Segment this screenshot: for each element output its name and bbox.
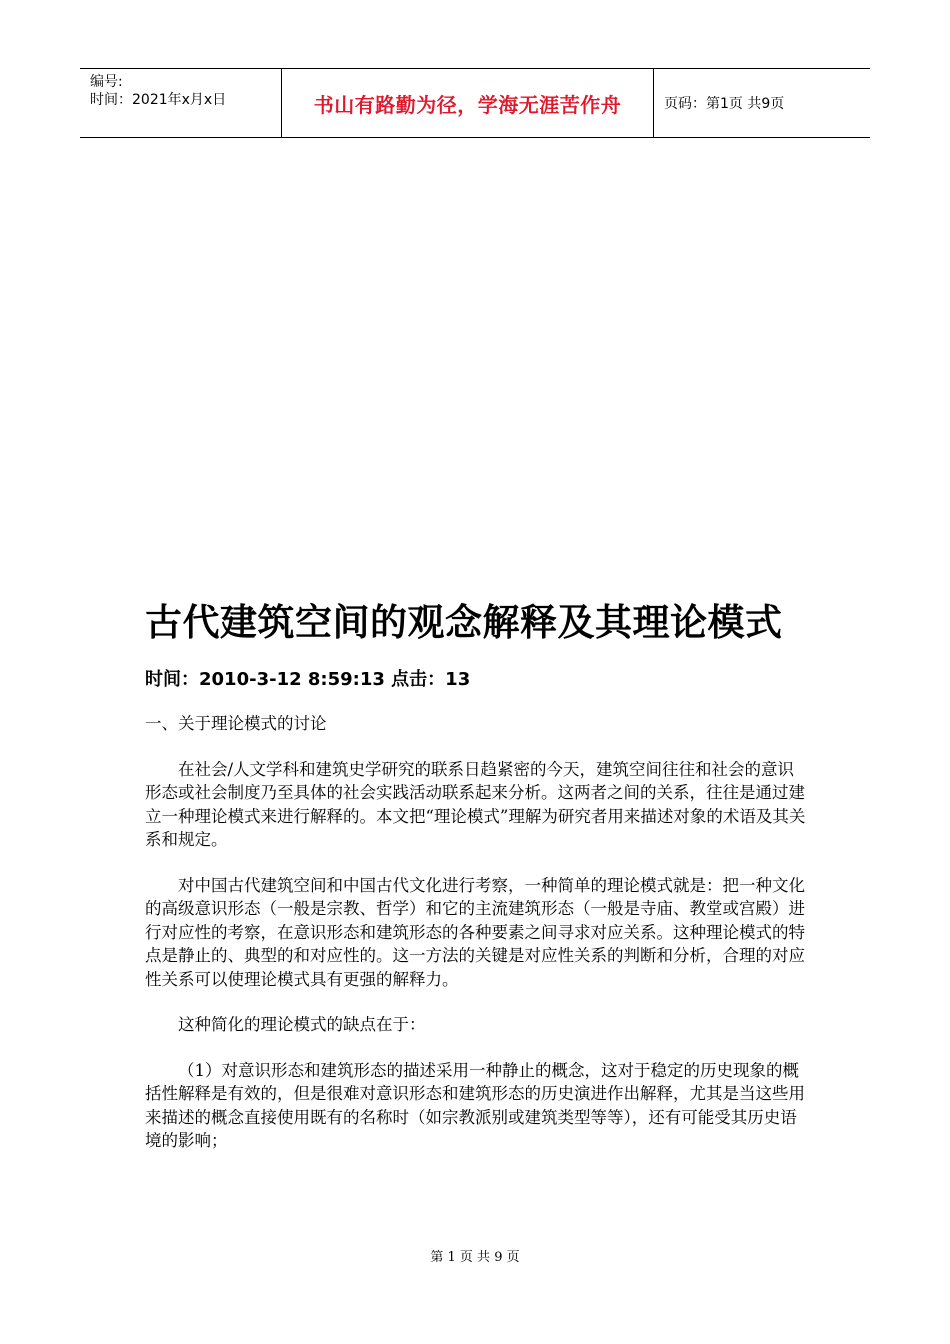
document-meta: 时间：2010-3-12 8:59:13 点击：13 (145, 669, 471, 690)
header-motto: 书山有路勤为径，学海无涯苦作舟 (313, 92, 622, 117)
document-body (145, 712, 809, 1175)
paragraph: 在社会/人文学科和建筑史学研究的联系日趋紧密的今天，建筑空间往往和社会的意识形态或社会制度乃至具体的社会实践活动联系起来分析。这两者之间的关系，往往是通过建立一种理论模式来进行解释的。本文把“理论模式”理解为研究者用来描述对象的术语及其关系和规定。 (145, 759, 806, 849)
header-page-code: 页码：第1页 共9页 (664, 96, 785, 112)
number-label: 编号: (90, 74, 123, 90)
header-table (80, 68, 870, 138)
paragraph: 对中国古代建筑空间和中国古代文化进行考察，一种简单的理论模式就是：把一种文化的高级意识形态（一般是宗教、哲学）和它的主流建筑形态（一般是寺庙、教堂或宫殿）进行对应性的考察，在意识形态和建筑形态的各种要素之间寻求对应关系。这种理论模式的特点是静止的、典型的和对应性的。这一方法的关键是对应性关系的判断和分析，合理的对应性关系可以使理论模式具有更强的解释力。 (145, 875, 805, 989)
time-label: 时间：2021年x月x日 (90, 92, 227, 108)
paragraph: （1）对意识形态和建筑形态的描述采用一种静止的概念，这对于稳定的历史现象的概括性解释是有效的，但是很难对意识形态和建筑形态的历史演进作出解释，尤其是当这些用来描述的概念直接使用既有的名称时（如宗教派别或建筑类型等等），还有可能受其历史语境的影响； (145, 1060, 805, 1150)
section-heading: 一、关于理论模式的讨论 (145, 714, 327, 733)
header-info-cell (80, 69, 282, 137)
header-page-cell (654, 69, 870, 137)
document-title: 古代建筑空间的观念解释及其理论模式 (145, 601, 783, 644)
header-motto-cell (282, 69, 654, 137)
paragraph: 这种简化的理论模式的缺点在于： (178, 1015, 426, 1034)
page-footer: 第 1 页 共 9 页 (430, 1250, 520, 1265)
